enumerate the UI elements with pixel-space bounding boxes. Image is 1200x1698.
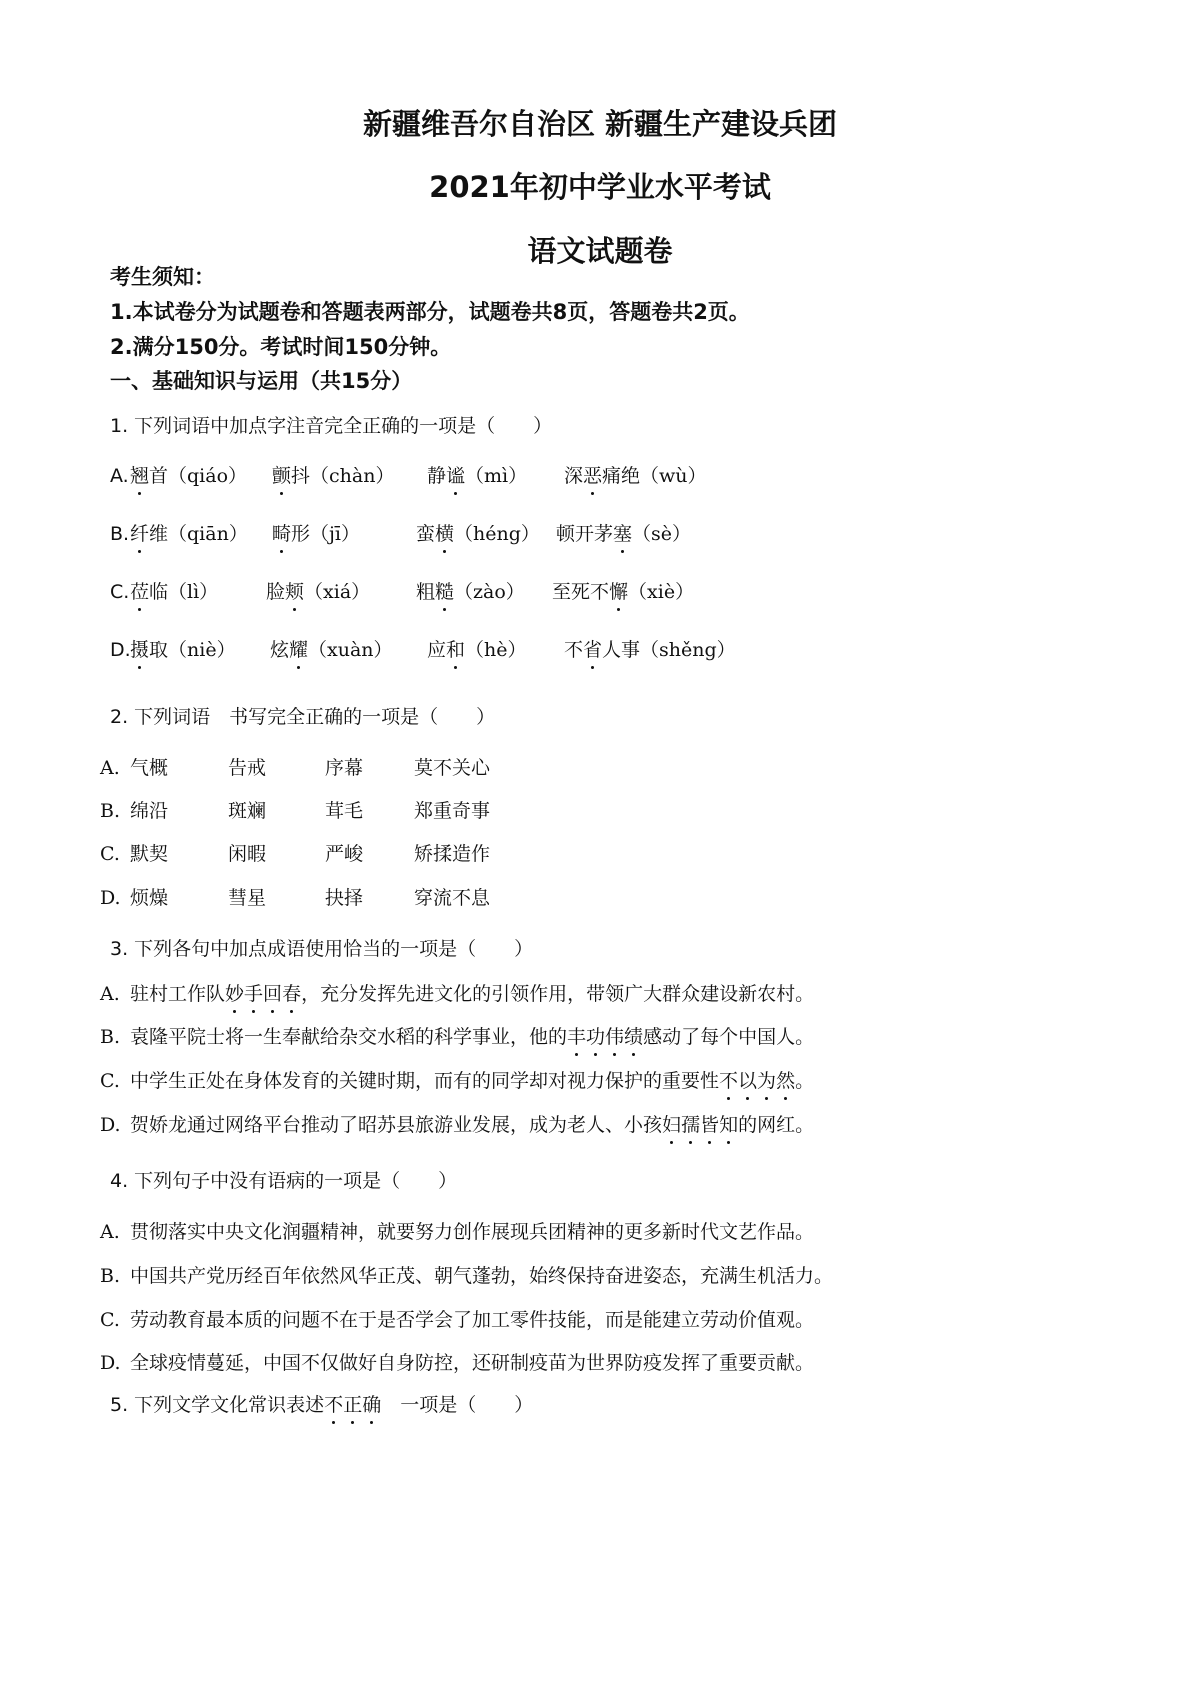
q2-option-word: 抉择 [325,887,364,909]
q1-option-word [564,636,736,664]
word-text: （xiá） [304,581,371,603]
emphasis-dot-char: 和 [446,636,465,664]
q1-option-word [416,578,525,606]
q1-option-word [427,636,527,664]
word-text: 静 [427,465,447,487]
q4-option-letter: A. [100,1221,120,1243]
emphasis-dot-char: 春 [282,980,301,1008]
exam-title-subject: 语文试题卷 [527,234,673,268]
q3-option-letter: B. [100,1026,121,1048]
emphasis-dot-char: 以 [738,1067,757,1095]
emphasis-dot-char: 横 [435,520,454,548]
word-text: 人事（shěng） [602,639,736,661]
word-text: （zào） [454,581,525,603]
emphasis-dot-char: 确 [362,1391,381,1419]
q2-option-word: 闲暇 [228,843,267,865]
q4-option-letter: C. [100,1309,120,1331]
word-text: 炫 [270,639,290,661]
emphasis-dot-char: 糙 [435,578,454,606]
emphasis-dot-char: 恶 [583,462,602,490]
sentence-text: 中学生正处在身体发育的关键时期，而有的同学却对视力保护的重要性 [130,1070,720,1092]
q1-option-word [130,520,248,548]
q2-option-word: 郑重奇事 [414,800,491,822]
emphasis-dot-char: 回 [263,980,282,1008]
q1-option-word [416,520,540,548]
q4-option-letter: D. [100,1352,121,1374]
question-5-stem [110,1391,533,1419]
q4-option-letter: B. [100,1265,121,1287]
sentence-text: 。 [795,1070,815,1092]
word-text: 深 [564,465,584,487]
word-text: 首（qiáo） [149,465,248,487]
sentence-text: 贺娇龙通过网络平台推动了昭苏县旅游业发展，成为老人、小孩 [130,1114,663,1136]
q1-option-letter: B. [110,523,130,545]
q3-option-sentence [130,1111,814,1139]
q4-option-sentence: 全球疫情蔓延，中国不仅做好自身防控，还研制疫苗为世界防疫发挥了重要贡献。 [130,1352,815,1374]
emphasis-dot-char: 不 [324,1391,343,1419]
question-5-emphasis [324,1394,381,1416]
word-text: （sè） [632,523,692,545]
sentence-text: 的网红。 [738,1114,815,1136]
q2-option-letter: C. [100,843,120,865]
question-2-stem: 2. 下列词语 书写完全正确的一项是（ ） [110,706,496,728]
section-heading: 一、基础知识与运用（共15分） [110,369,413,393]
q2-option-word: 穿流不息 [414,887,491,909]
q3-option-letter: C. [100,1070,120,1092]
question-5-stem-pre: 5. 下列文学文化常识表述 [110,1394,325,1416]
emphasis-dot-char: 省 [583,636,602,664]
emphasis-dot-char: 不 [719,1067,738,1095]
emphasis-dot-char: 妇 [662,1111,681,1139]
q1-option-word [266,578,370,606]
word-text: 维（qiān） [149,523,248,545]
word-text: 取（niè） [149,639,236,661]
q2-option-word: 绵沿 [130,800,169,822]
word-text: 蛮 [416,523,436,545]
q3-option-letter: A. [100,983,120,1005]
q3-option-letter: D. [100,1114,121,1136]
q1-option-word [427,462,527,490]
word-text: 形（jī） [291,523,360,545]
emphasis-dot-char: 孺 [681,1111,700,1139]
word-text: （hè） [465,639,527,661]
emphasis-dot-char: 伟 [605,1023,624,1051]
q1-option-letter: D. [110,639,131,661]
q2-option-word: 序幕 [325,757,364,779]
q1-option-word [270,636,393,664]
word-text: 抖（chàn） [291,465,395,487]
question-4-stem: 4. 下列句子中没有语病的一项是（ ） [110,1170,458,1192]
q2-option-word: 茸毛 [325,800,364,822]
word-text: 临（lì） [149,581,219,603]
emphasis-dot-char: 妙 [225,980,244,1008]
notice-item-2: 2.满分150分。考试时间150分钟。 [110,335,452,359]
emphasis-dot-char: 耀 [289,636,308,664]
q2-option-word: 烦燥 [130,887,169,909]
emphasis-dot-char: 丰 [567,1023,586,1051]
q2-option-word: 莫不关心 [414,757,491,779]
word-text: 应 [427,639,447,661]
q1-option-word [564,462,707,490]
emphasis-dot-char: 莅 [130,578,149,606]
emphasis-dot-char: 颊 [285,578,304,606]
q1-option-word [556,520,691,548]
emphasis-dot-char: 正 [343,1391,362,1419]
emphasis-dot-char: 纤 [130,520,149,548]
word-text: 不 [564,639,584,661]
q2-option-letter: B. [100,800,121,822]
notice-heading: 考生须知： [110,265,215,289]
exam-title-region: 新疆维吾尔自治区 新疆生产建设兵团 [362,107,838,141]
emphasis-dot-char: 摄 [130,636,149,664]
question-3-stem: 3. 下列各句中加点成语使用恰当的一项是（ ） [110,938,534,960]
q2-option-word: 斑斓 [228,800,267,822]
notice-item-1: 1.本试卷分为试题卷和答题表两部分，试题卷共8页，答题卷共2页。 [110,300,750,324]
q3-option-sentence [130,980,814,1008]
exam-title-year: 2021年初中学业水平考试 [429,170,771,204]
sentence-text: 感动了每个中国人。 [643,1026,815,1048]
word-text: （xiè） [628,581,695,603]
q1-option-word [272,462,394,490]
q4-option-sentence: 贯彻落实中央文化润疆精神，就要努力创作展现兵团精神的更多新时代文艺作品。 [130,1221,815,1243]
word-text: 痛绝（wù） [602,465,707,487]
q2-option-word: 告戒 [228,757,267,779]
word-text: 粗 [416,581,436,603]
q3-emphasis-idiom [662,1114,738,1136]
emphasis-dot-char: 绩 [624,1023,643,1051]
emphasis-dot-char: 畸 [272,520,291,548]
emphasis-dot-char: 手 [244,980,263,1008]
emphasis-dot-char: 谧 [446,462,465,490]
word-text: 顿开茅 [556,523,614,545]
q1-option-letter: A. [110,465,129,487]
emphasis-dot-char: 懈 [609,578,628,606]
sentence-text: 驻村工作队 [130,983,226,1005]
q2-option-word: 严峻 [325,843,364,865]
q3-option-sentence [130,1023,814,1051]
q2-option-word: 气概 [130,757,169,779]
q3-emphasis-idiom [225,983,301,1005]
q1-option-word [130,462,247,490]
emphasis-dot-char: 功 [586,1023,605,1051]
word-text: 脸 [266,581,286,603]
sentence-text: 袁隆平院士将一生奉献给杂交水稻的科学事业，他的 [130,1026,568,1048]
emphasis-dot-char: 翘 [130,462,149,490]
q1-option-word [272,520,360,548]
emphasis-dot-char: 知 [719,1111,738,1139]
emphasis-dot-char: 皆 [700,1111,719,1139]
q4-option-sentence: 中国共产党历经百年依然风华正茂、朝气蓬勃，始终保持奋进姿态，充满生机活力。 [130,1265,834,1287]
q2-option-word: 彗星 [228,887,267,909]
sentence-text: ，充分发挥先进文化的引领作用，带领广大群众建设新农村。 [301,983,815,1005]
q3-option-sentence [130,1067,814,1095]
q4-option-sentence: 劳动教育最本质的问题不在于是否学会了加工零件技能，而是能建立劳动价值观。 [130,1309,815,1331]
q2-option-word: 矫揉造作 [414,843,491,865]
emphasis-dot-char: 塞 [613,520,632,548]
word-text: （mì） [465,465,528,487]
emphasis-dot-char: 为 [757,1067,776,1095]
emphasis-dot-char: 颤 [272,462,291,490]
q1-option-letter: C. [110,581,130,603]
q1-option-word [130,636,236,664]
word-text: （xuàn） [308,639,393,661]
q2-option-letter: A. [100,757,120,779]
word-text: （héng） [454,523,540,545]
word-text: 至死不 [552,581,610,603]
q3-emphasis-idiom [567,1026,643,1048]
q1-option-word [552,578,694,606]
q2-option-letter: D. [100,887,121,909]
emphasis-dot-char: 然 [776,1067,795,1095]
q1-option-word [130,578,218,606]
question-1-stem: 1. 下列词语中加点字注音完全正确的一项是（ ） [110,415,553,437]
q3-emphasis-idiom [719,1070,795,1092]
question-5-stem-post: 一项是（ ） [381,1394,534,1416]
q2-option-word: 默契 [130,843,169,865]
